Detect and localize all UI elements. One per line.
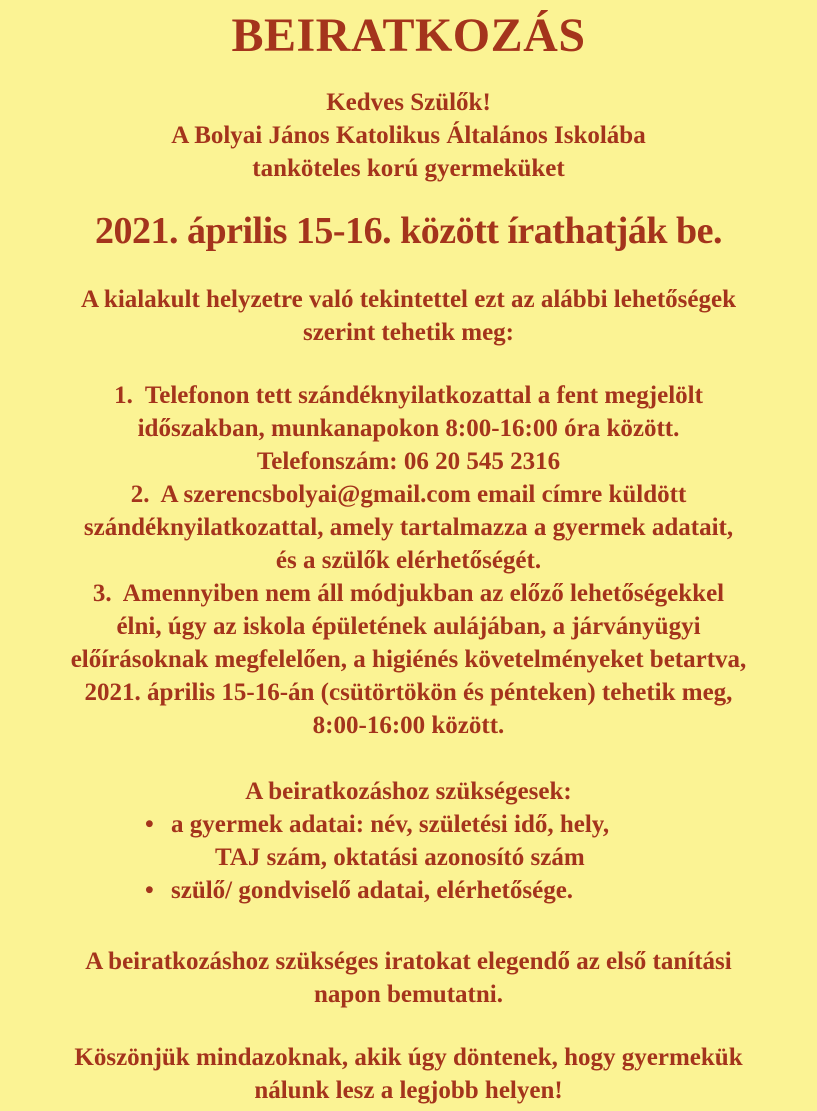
- text-line: 1. Telefonon tett szándéknyilatkozattal a fent megjelölt: [114, 382, 703, 409]
- text-line: időszakban, munkanapokon 8:00-16:00 óra között.: [137, 415, 680, 442]
- bullet-icon: •: [145, 877, 154, 904]
- closing-message: [0, 1041, 817, 1107]
- text-line: tanköteles korú gyermeküket: [252, 155, 565, 182]
- date-heading: 2021. április 15-16. között írathatják be.: [94, 210, 723, 252]
- text-line: Kedves Szülők!: [326, 89, 491, 116]
- bullet-item-text: a gyermek adatai: név, születési idő, hely,: [171, 811, 610, 838]
- intro-paragraph: [0, 283, 817, 349]
- requirements-block: [0, 775, 817, 907]
- text-line: A Bolyai János Katolikus Általános Iskolába: [171, 122, 646, 149]
- text-line: 8:00-16:00 között.: [312, 712, 505, 739]
- text-line: 2. A szerencsbolyai@gmail.com email címre küldött: [130, 481, 687, 508]
- text-line: szerint tehetik meg:: [302, 319, 515, 346]
- bullet-item-child-data-continued: TAJ szám, oktatási azonosító szám: [215, 844, 585, 871]
- text-line: szándéknyilatkozattal, amely tartalmazza a gyermek adatait,: [83, 514, 734, 541]
- option-item-in-person: [0, 577, 817, 742]
- text-line: Telefonszám: 06 20 545 2316: [256, 448, 561, 475]
- option-item-phone: [0, 379, 817, 478]
- text-line: A kialakult helyzetre való tekintettel ezt az alábbi lehetőségek: [81, 286, 736, 313]
- greeting-block: [0, 86, 817, 185]
- requirements-heading: A beiratkozáshoz szükségesek:: [245, 778, 572, 805]
- text-line: Köszönjük mindazoknak, akik úgy döntenek, hogy gyermekük: [74, 1044, 743, 1071]
- text-line: napon bemutatni.: [314, 981, 503, 1008]
- text-line: 2021. április 15-16-án (csütörtökön és pénteken) tehetik meg,: [84, 679, 733, 706]
- bullet-item-text: szülő/ gondviselő adatai, elérhetősége.: [171, 877, 574, 904]
- bullet-icon: •: [145, 811, 154, 838]
- bullet-item-guardian-data: [0, 874, 817, 907]
- text-line: és a szülők elérhetőségét.: [275, 547, 542, 574]
- documents-note: [0, 945, 817, 1011]
- text-line: élni, úgy az iskola épületének aulájában, a járványügyi: [116, 613, 701, 640]
- text-line: A beiratkozáshoz szükséges iratokat elegendő az első tanítási: [85, 948, 732, 975]
- text-line: 3. Amennyiben nem áll módjukban az előző lehetőségekkel: [92, 580, 725, 607]
- flyer-title: BEIRATKOZÁS: [231, 9, 586, 62]
- option-item-email: [0, 478, 817, 577]
- options-list: [0, 379, 817, 742]
- text-line: előírásoknak megfelelően, a higiénés követelményeket betartva,: [70, 646, 747, 673]
- bullet-item-child-data: [0, 808, 817, 841]
- text-line: nálunk lesz a legjobb helyen!: [254, 1077, 563, 1104]
